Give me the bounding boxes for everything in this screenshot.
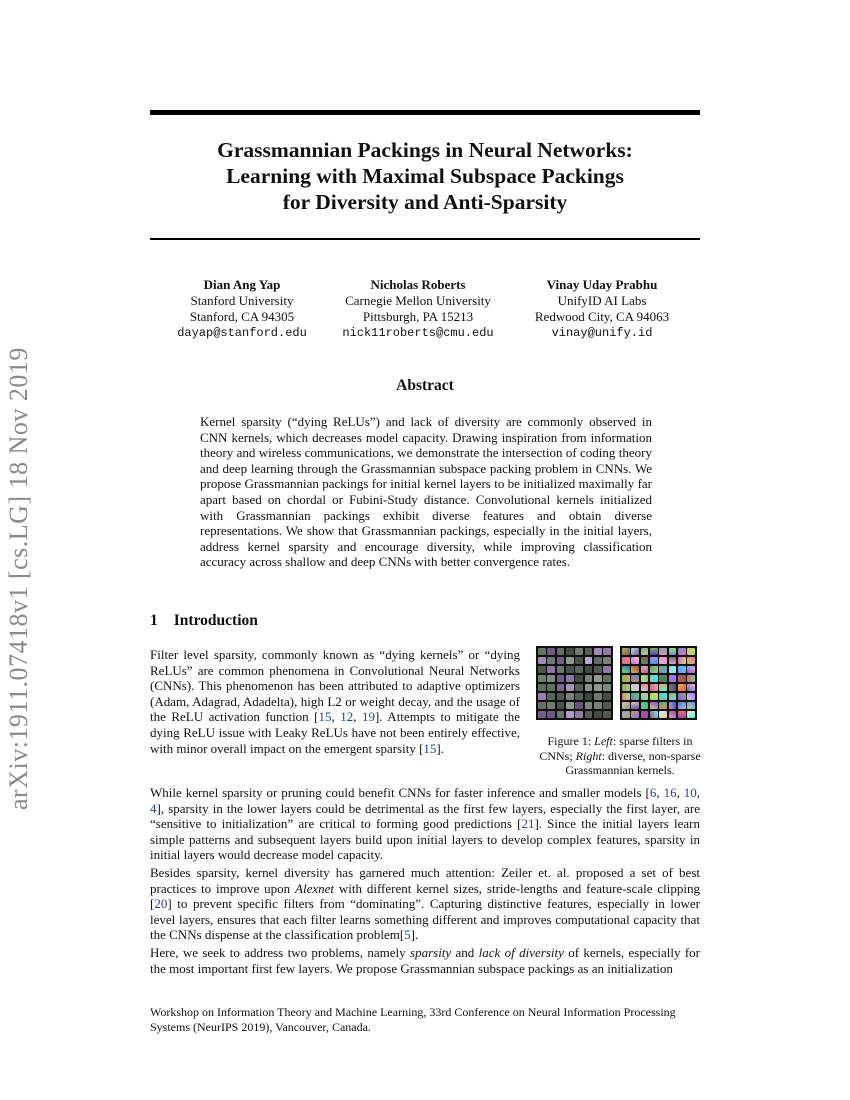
sparse-filter-tile [566,693,574,700]
sparse-filter-tile [538,684,546,691]
sparse-filter-tile [594,711,602,718]
sparse-filter-tile [594,702,602,709]
caption-left: Left [594,734,613,748]
sparse-filter-tile [585,702,593,709]
citation-link[interactable]: 19 [361,709,375,725]
venue-footnote: Workshop on Information Theory and Machine Learning, 33rd Conference on Neural Information Processing Systems (NeurIPS 2019), Vancouver, Canada. [150,1005,676,1034]
author-address: Redwood City, CA 94063 [534,309,670,324]
diverse-kernel-tile [669,684,677,691]
intro-paragraph-1 [150,647,520,756]
diverse-kernel-tile [659,711,667,718]
diverse-kernel-tile [622,684,630,691]
diverse-kernel-tile [678,648,686,655]
diverse-kernel-tile [641,711,649,718]
sparse-filter-tile [575,711,583,718]
text-run: , [676,785,684,800]
text-run: ]. Attempts to mitigate the dying ReLU issue with Leaky ReLUs have not been entirely effective, with minor overall impact on the emergent sparsity [ [150,709,521,756]
diverse-kernel-tile [659,702,667,709]
diverse-kernel-tile [687,675,695,682]
diverse-kernel-tile [669,648,677,655]
diverse-kernel-tile [678,657,686,664]
author-affiliation: Stanford University [190,293,294,308]
sparse-filter-tile [594,693,602,700]
citation-link[interactable]: 16 [663,785,677,800]
diverse-kernel-tile [678,702,686,709]
sparse-filter-tile [557,648,565,655]
diverse-kernel-tile [650,657,658,664]
author-block-2 [318,277,518,341]
citation-link[interactable]: 10 [683,785,697,800]
author-address: Pittsburgh, PA 15213 [362,309,474,324]
diverse-kernel-tile [678,666,686,673]
citation-link[interactable]: 4 [150,800,157,816]
sparse-filter-tile [575,702,583,709]
diverse-kernel-tile [650,648,658,655]
intro-paragraph-3 [150,865,700,943]
diverse-kernel-tile [659,666,667,673]
sparse-filter-tile [566,657,574,664]
sparse-filter-tile [575,684,583,691]
text-run: Besides sparsity, kernel diversity has garnered much attention: Zeiler et. al. proposed a set of best practices to improve upon [150,865,700,896]
sparse-filter-tile [547,648,555,655]
sparse-filter-tile [557,702,565,709]
diverse-kernel-tile [687,693,695,700]
diverse-kernel-tile [687,711,695,718]
author-block-1 [142,277,342,341]
title-line-1: Grassmannian Packings in Neural Networks: [217,138,633,162]
author-name: Dian Ang Yap [203,277,281,292]
sparse-filter-tile [538,711,546,718]
sparse-filter-tile [566,675,574,682]
author-email[interactable]: dayap@stanford.edu [177,326,307,340]
sparse-filter-tile [557,666,565,673]
text-run: While kernel sparsity or pruning could benefit CNNs for faster inference and smaller models [ [150,785,650,800]
diverse-kernel-tile [669,702,677,709]
diverse-kernel-tile [631,675,639,682]
emphasis: lack of diversity [478,945,564,960]
diverse-kernel-tile [669,711,677,718]
text-run: and [451,945,479,960]
emphasis: Alexnet [295,880,335,896]
diverse-kernel-tile [669,693,677,700]
sparse-filter-tile [594,684,602,691]
abstract-heading: Abstract [396,377,454,394]
diverse-kernel-tile [631,693,639,700]
paper-title [150,137,700,215]
sparse-filter-tile [603,684,611,691]
sparse-filter-tile [547,675,555,682]
text-run: , [353,709,362,725]
sparse-filters-image [536,646,613,720]
sparse-filter-tile [547,702,555,709]
diverse-kernel-tile [678,693,686,700]
sparse-filter-tile [538,666,546,673]
sparse-filter-tile [575,675,583,682]
sparse-filter-tile [547,684,555,691]
sparse-filter-tile [538,657,546,664]
sparse-filter-tile [557,675,565,682]
sparse-filter-tile [566,702,574,709]
sparse-filter-tile [585,657,593,664]
sparse-filter-tile [557,693,565,700]
author-affiliation: Carnegie Mellon University [345,293,491,308]
diverse-kernel-tile [678,675,686,682]
text-run: ], sparsity in the lower layers could be detrimental as the first few layers, especially the first layer, are “sensitive to initialization” are critical to forming good predictions [ [150,800,700,832]
diverse-kernel-tile [622,702,630,709]
sparse-filter-tile [603,693,611,700]
diverse-kernel-tile [631,702,639,709]
diverse-kernel-tile [641,693,649,700]
diverse-kernel-tile [622,711,630,718]
sparse-filter-tile [585,666,593,673]
diverse-kernel-tile [687,657,695,664]
diverse-kernel-tile [669,657,677,664]
sparse-filter-tile [566,666,574,673]
diverse-kernel-tile [659,684,667,691]
author-affiliation: UnifyID AI Labs [557,293,647,308]
diverse-kernel-tile [678,684,686,691]
sparse-filter-tile [547,666,555,673]
sparse-filter-tile [603,711,611,718]
sparse-filter-tile [594,657,602,664]
sparse-filter-tile [547,711,555,718]
text-run: , [656,785,664,800]
diverse-kernel-tile [669,675,677,682]
diverse-kernel-tile [659,675,667,682]
section-number: 1 [150,612,158,629]
diverse-kernel-tile [687,702,695,709]
text-run: with different kernel sizes, stride-lengths and feature-scale clipping [ [150,880,700,912]
diverse-kernel-tile [622,666,630,673]
section-heading-introduction [150,612,258,630]
title-line-2: Learning with Maximal Subspace Packings [226,164,624,188]
sparse-filter-tile [547,693,555,700]
sparse-filter-tile [603,657,611,664]
caption-right: Right [575,748,602,763]
diverse-kernel-tile [631,648,639,655]
diverse-kernel-tile [669,666,677,673]
sparse-filter-tile [603,666,611,673]
diverse-kernel-tile [687,648,695,655]
sparse-filter-tile [557,684,565,691]
text-run: ]. [436,740,445,756]
section-title: Introduction [173,612,258,629]
sparse-filter-tile [575,648,583,655]
sparse-filter-tile [585,675,593,682]
diverse-kernel-tile [631,666,639,673]
diverse-kernel-tile [641,657,649,664]
sparse-filter-tile [538,675,546,682]
diverse-kernel-tile [622,693,630,700]
text-run: Here, we seek to address two problems, namely [150,945,411,960]
intro-paragraph-2 [150,785,700,863]
sparse-filter-tile [594,648,602,655]
diverse-kernel-tile [641,675,649,682]
text-run: Filter level sparsity, commonly known as “dying kernels” or “dying ReLUs” are common phenomena in Convolutional Neural Networks (CNNs). This phenomenon has been attributed to adaptive optimizers (Adam, Adagrad, Adadelta), high L2 or weight decay, and the usage of the ReLU activation function [ [150,647,520,725]
citation-link[interactable]: 21 [521,816,535,832]
diverse-kernel-tile [659,657,667,664]
text-run: , [331,709,341,725]
text-run: , [696,785,701,800]
text-run: ]. Since the initial layers learn simple patterns and subsequent layers build upon initial layers to develop complex features, sparsity in initial layers would decrease model capacity. [150,816,700,863]
diverse-kernel-tile [622,657,630,664]
sparse-filter-tile [575,693,583,700]
sparse-filter-tile [603,675,611,682]
text-run: of kernels, especially for the most important first few layers. We propose Grassmannian subspace packings as an initialization [150,945,700,976]
sparse-filter-tile [538,648,546,655]
sparse-filter-tile [575,666,583,673]
title-line-3: for Diversity and Anti-Sparsity [282,190,568,214]
citation-link[interactable]: 12 [340,709,354,725]
text-run: ] to prevent specific filters from “dominating”. Capturing distinctive features, especially in lower level layers, ensures that each filter learns something different and improves computational capacity that the CNNs dispense at the classification problem[ [150,896,700,943]
diverse-kernel-tile [659,693,667,700]
author-email[interactable]: vinay@unify.id [551,326,653,340]
diverse-kernel-tile [650,711,658,718]
sparse-filter-tile [538,702,546,709]
sparse-filter-tile [557,711,565,718]
diverse-kernel-tile [678,711,686,718]
sparse-filter-tile [585,693,593,700]
sparse-filter-tile [603,702,611,709]
diverse-kernel-tile [641,648,649,655]
diverse-kernel-tile [631,657,639,664]
text-run: : sparse filters in CNNs; [539,734,693,763]
diverse-kernel-tile [650,675,658,682]
diverse-kernel-tile [650,684,658,691]
citation-link[interactable]: 15 [318,709,332,725]
diverse-kernel-tile [631,684,639,691]
emphasis: sparsity [410,945,452,960]
citation-link[interactable]: 15 [423,740,437,756]
sparse-filter-tile [547,657,555,664]
diverse-kernel-tile [641,702,649,709]
grassmannian-kernels-image [620,646,697,720]
citation-link[interactable]: 6 [649,785,657,800]
author-email[interactable]: nick11roberts@cmu.edu [342,326,494,340]
citation-link[interactable]: 20 [154,896,168,912]
citation-link[interactable]: 5 [404,927,411,943]
title-rule-top [150,110,700,115]
title-rule-bottom [150,238,700,240]
arxiv-identifier: arXiv:1911.07418v1 [cs.LG] 18 Nov 2019 [4,347,33,810]
diverse-kernel-tile [650,702,658,709]
sparse-filter-tile [594,675,602,682]
author-block-3 [502,277,702,341]
diverse-kernel-tile [641,666,649,673]
text-run: : diverse, non-sparse Grassmannian kernels. [565,748,701,777]
sparse-filter-tile [585,711,593,718]
sparse-filter-tile [585,684,593,691]
text-run: ]. [410,927,419,943]
intro-paragraph-4 [150,945,700,976]
author-name: Nicholas Roberts [370,277,466,292]
sparse-filter-tile [566,648,574,655]
author-name: Vinay Uday Prabhu [546,277,658,292]
diverse-kernel-tile [650,693,658,700]
diverse-kernel-tile [659,648,667,655]
author-address: Stanford, CA 94305 [189,309,295,324]
sparse-filter-tile [566,711,574,718]
diverse-kernel-tile [622,675,630,682]
sparse-filter-tile [566,684,574,691]
sparse-filter-tile [594,666,602,673]
diverse-kernel-tile [622,648,630,655]
sparse-filter-tile [557,657,565,664]
diverse-kernel-tile [650,666,658,673]
sparse-filter-tile [585,648,593,655]
sparse-filter-tile [538,693,546,700]
diverse-kernel-tile [687,684,695,691]
figure-caption [536,734,704,778]
sparse-filter-tile [603,648,611,655]
diverse-kernel-tile [641,684,649,691]
caption-label: Figure 1: [547,734,595,748]
diverse-kernel-tile [631,711,639,718]
sparse-filter-tile [575,657,583,664]
abstract-text: Kernel sparsity (“dying ReLUs”) and lack of diversity are commonly observed in CNN kernels, which decreases model capacity. Drawing inspiration from information theory and wireless communications, we demonstrate the intersection of coding theory and deep learning through the Grassmannian subspace packing problem in CNNs. We propose Grassmannian packings for initial kernel layers to be initialized maximally far apart based on chordal or Fubini-Study distance. Convolutional kernels initialized with Grassmannian packings exhibit diverse features and obtain diverse representations. We show that Grassmannian packings, especially in the initial layers, address kernel sparsity and encourage diversity, while improving classification accuracy across shallow and deep CNNs with better convergence rates. [200,414,652,570]
diverse-kernel-tile [687,666,695,673]
